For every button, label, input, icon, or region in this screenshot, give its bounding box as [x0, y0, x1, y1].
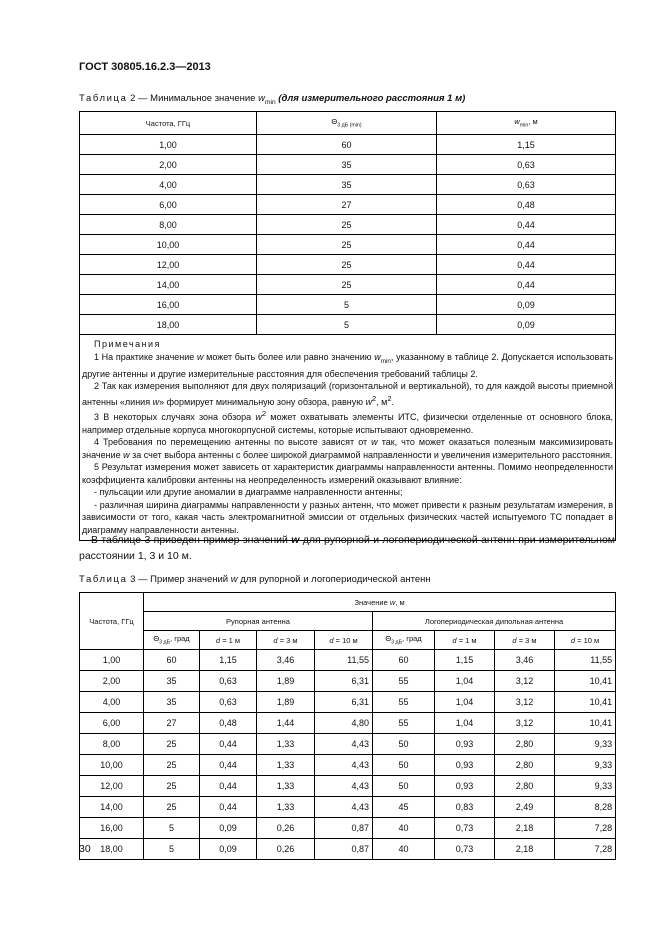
table-cell: 6,00: [80, 713, 144, 734]
table-cell: 1,00: [80, 135, 257, 155]
table-cell: 9,33: [555, 755, 616, 776]
horn-d10-header: d = 10 м: [315, 631, 373, 650]
table-cell: 9,33: [555, 776, 616, 797]
document-header: ГОСТ 30805.16.2.3—2013: [79, 61, 211, 73]
table-cell: 1,15: [437, 135, 616, 155]
table-cell: 50: [373, 755, 435, 776]
table-cell: 0,63: [437, 155, 616, 175]
table-row: [80, 175, 616, 195]
table3-caption: Таблица 3 — Пример значений w для рупорной и логопериодической антенн: [79, 574, 431, 585]
table-cell: 4,80: [315, 713, 373, 734]
table-row: [80, 315, 616, 335]
table-row: [80, 755, 616, 776]
table-cell: 7,28: [555, 818, 616, 839]
table-cell: 0,93: [435, 776, 495, 797]
table-cell: 50: [373, 734, 435, 755]
table3-header-row-2: [80, 612, 616, 631]
table-cell: 0,09: [200, 839, 257, 860]
table3-value-header: Значение w, м: [144, 593, 616, 612]
table-row: [80, 255, 616, 275]
table-cell: 10,00: [80, 755, 144, 776]
table-row: [80, 135, 616, 155]
table-cell: 1,15: [200, 650, 257, 671]
table-row: [80, 776, 616, 797]
table-cell: 0,09: [200, 818, 257, 839]
table-cell: 7,28: [555, 839, 616, 860]
note-3: 3 В некоторых случаях зона обзора $w^2$ может охватывать элементы ИТС, физически отделенные от основного блока, например отдельные корпуса многокорпусной системы, которые испытывают одновременно.: [82, 409, 613, 435]
table2-col-theta: $\Theta_{3 дБ (min)}$: [257, 112, 437, 135]
table-cell: 11,55: [555, 650, 616, 671]
table-cell: 12,00: [80, 776, 144, 797]
table-row: [80, 839, 616, 860]
table-cell: 0,26: [257, 818, 315, 839]
table-cell: 8,00: [80, 734, 144, 755]
table-cell: 1,00: [80, 650, 144, 671]
table-cell: 40: [373, 839, 435, 860]
table-cell: 4,43: [315, 755, 373, 776]
table2-header-row: [80, 112, 616, 135]
table-cell: 1,89: [257, 671, 315, 692]
table-cell: 0,93: [435, 734, 495, 755]
horn-theta-header: $\Theta_{3 дБ}$, град: [144, 631, 200, 650]
table2-caption: Таблица 2 — Минимальное значение $w_{min}$ (для измерительного расстояния 1 м): [79, 93, 466, 106]
table-cell: 2,80: [495, 734, 555, 755]
table-cell: 1,89: [257, 692, 315, 713]
intro-paragraph: В таблице 3 приведен пример значений w для рупорной и логопериодической антенн при измерительном расстоянии 1, 3 и 10 м.: [79, 534, 615, 562]
table-cell: 4,43: [315, 776, 373, 797]
table-row: [80, 195, 616, 215]
table-cell: 25: [257, 215, 437, 235]
table-row: [80, 797, 616, 818]
table-cell: 0,83: [435, 797, 495, 818]
table-cell: 0,48: [200, 713, 257, 734]
table-cell: 6,00: [80, 195, 257, 215]
table-cell: 50: [373, 776, 435, 797]
table-cell: 3,12: [495, 671, 555, 692]
table-cell: 0,44: [200, 734, 257, 755]
table-cell: 8,00: [80, 215, 257, 235]
page-number: 30: [79, 843, 91, 855]
table-cell: 2,18: [495, 839, 555, 860]
table-cell: 0,87: [315, 839, 373, 860]
table-cell: 2,49: [495, 797, 555, 818]
table-cell: 4,43: [315, 797, 373, 818]
table-cell: 2,80: [495, 776, 555, 797]
table-row: [80, 295, 616, 315]
table-cell: 55: [373, 713, 435, 734]
horn-d1-header: d = 1 м: [200, 631, 257, 650]
table-cell: 2,18: [495, 818, 555, 839]
table-cell: 27: [144, 713, 200, 734]
table-cell: 0,44: [200, 755, 257, 776]
table-cell: 60: [144, 650, 200, 671]
table-cell: 35: [257, 175, 437, 195]
table-row: [80, 671, 616, 692]
lpda-d3-header: d = 3 м: [495, 631, 555, 650]
table-cell: 25: [257, 275, 437, 295]
table-cell: 27: [257, 195, 437, 215]
table-cell: 2,00: [80, 671, 144, 692]
table-cell: 2,80: [495, 755, 555, 776]
table-cell: 25: [257, 235, 437, 255]
table-cell: 4,00: [80, 692, 144, 713]
table-cell: 4,43: [315, 734, 373, 755]
table-cell: 25: [257, 255, 437, 275]
table-cell: 1,04: [435, 713, 495, 734]
table-cell: 16,00: [80, 295, 257, 315]
notes-title: Примечания: [94, 339, 161, 349]
table-cell: 5: [257, 315, 437, 335]
note-1: 1 На практике значение w может быть более или равно значению $w_{min}$, указанному в таблице 2. Допускается использовать другие антенны и другие измерительные расстояния для обеспечения требований таблицы 2.: [82, 351, 613, 379]
table-cell: 0,09: [437, 295, 616, 315]
table-cell: 14,00: [80, 797, 144, 818]
table-cell: 55: [373, 692, 435, 713]
table-cell: 0,63: [200, 671, 257, 692]
table-cell: 10,41: [555, 713, 616, 734]
table-cell: 5: [144, 818, 200, 839]
table-cell: 25: [144, 755, 200, 776]
table-cell: 12,00: [80, 255, 257, 275]
table-row: [80, 650, 616, 671]
table-cell: 0,44: [437, 235, 616, 255]
table-cell: 10,41: [555, 692, 616, 713]
table-cell: 1,33: [257, 797, 315, 818]
table-cell: 0,63: [200, 692, 257, 713]
table-cell: 0,44: [437, 275, 616, 295]
table3-header-row-1: [80, 593, 616, 612]
table-cell: 0,44: [200, 776, 257, 797]
table-cell: 3,12: [495, 692, 555, 713]
table-cell: 14,00: [80, 275, 257, 295]
table-row: [80, 713, 616, 734]
table3-header-row-3: [80, 631, 616, 650]
table-cell: 4,00: [80, 175, 257, 195]
table-cell: 3,12: [495, 713, 555, 734]
table-cell: 1,44: [257, 713, 315, 734]
table-cell: 1,04: [435, 692, 495, 713]
table-cell: 1,33: [257, 734, 315, 755]
table-cell: 10,41: [555, 671, 616, 692]
note-2: 2 Так как измерения выполняют для двух поляризаций (горизонтальной и вертикальной), то для каждой высоты приемной антенны «линия w» формирует минимальную зону обзора, равную $w^2$, $м^2$.: [82, 381, 613, 407]
table-cell: 0,73: [435, 818, 495, 839]
table-row: [80, 275, 616, 295]
table-cell: 3,46: [257, 650, 315, 671]
table-cell: 11,55: [315, 650, 373, 671]
table-cell: 3,46: [495, 650, 555, 671]
table-cell: 9,33: [555, 734, 616, 755]
table3-horn-header: Рупорная антенна: [144, 612, 373, 631]
table-row: [80, 818, 616, 839]
table-cell: 25: [144, 776, 200, 797]
table-cell: 10,00: [80, 235, 257, 255]
note-5: 5 Результат измерения может зависеть от характеристик диаграммы направленности антенны. Помимо неопределенности коэффициента калибровки антенны на неопределенность измерений оказывают влияние:: [82, 462, 613, 485]
table-cell: 0,87: [315, 818, 373, 839]
lpda-d10-header: d = 10 м: [555, 631, 616, 650]
table2-col-wmin: $w_{min}$, м: [437, 112, 616, 135]
table-2: [79, 111, 616, 541]
table-cell: 16,00: [80, 818, 144, 839]
table-cell: 35: [257, 155, 437, 175]
table-cell: 6,31: [315, 671, 373, 692]
table-cell: 0,26: [257, 839, 315, 860]
table-cell: 1,33: [257, 755, 315, 776]
table-cell: 0,09: [437, 315, 616, 335]
table-cell: 40: [373, 818, 435, 839]
horn-d3-header: d = 3 м: [257, 631, 315, 650]
table2-notes: [80, 335, 616, 541]
table-cell: 8,28: [555, 797, 616, 818]
table-row: [80, 215, 616, 235]
table-row: [80, 235, 616, 255]
table-cell: 18,00: [80, 315, 257, 335]
table-cell: 60: [257, 135, 437, 155]
table-cell: 0,44: [437, 215, 616, 235]
table3-col-frequency: Частота, ГГц: [80, 593, 144, 650]
table-cell: 5: [144, 839, 200, 860]
table-cell: 1,33: [257, 776, 315, 797]
note-4: 4 Требования по перемещению антенны по высоте зависят от w так, что может оказаться полезным максимизировать значение w за счет выбора антенны с более широкой диаграммой направленности и увеличения измерительного расстояния.: [82, 437, 613, 460]
table-cell: 1,04: [435, 671, 495, 692]
table-cell: 0,44: [437, 255, 616, 275]
table-cell: 0,48: [437, 195, 616, 215]
table-cell: 1,15: [435, 650, 495, 671]
note-5-item-2: - различная ширина диаграммы направленности у разных антенн, что может привести к разным результатам измерения, в зависимости от того, какая часть электромагнитной эмиссии от отдельных физических частей испытуемого ТС попадает в диаграмму направленности антенны.: [82, 499, 613, 535]
table-cell: 18,00: [80, 839, 144, 860]
table-cell: 0,63: [437, 175, 616, 195]
table-cell: 60: [373, 650, 435, 671]
table-cell: 55: [373, 671, 435, 692]
table2-notes-row: [80, 335, 616, 541]
lpda-theta-header: $\Theta_{3 дБ}$, град: [373, 631, 435, 650]
table-cell: 2,00: [80, 155, 257, 175]
table-row: [80, 155, 616, 175]
table-3: [79, 592, 616, 860]
table-cell: 35: [144, 671, 200, 692]
table-cell: 5: [257, 295, 437, 315]
table2-col-frequency: Частота, ГГц: [80, 112, 257, 135]
table-cell: 25: [144, 797, 200, 818]
table-cell: 6,31: [315, 692, 373, 713]
table-cell: 45: [373, 797, 435, 818]
table-cell: 35: [144, 692, 200, 713]
table-row: [80, 692, 616, 713]
lpda-d1-header: d = 1 м: [435, 631, 495, 650]
table-row: [80, 734, 616, 755]
note-5-item-1: - пульсации или другие аномалии в диаграмме направленности антенны;: [94, 487, 403, 498]
table-cell: 0,44: [200, 797, 257, 818]
table3-lpda-header: Логопериодическая дипольная антенна: [373, 612, 616, 631]
table-cell: 0,73: [435, 839, 495, 860]
table-cell: 0,93: [435, 755, 495, 776]
table-cell: 25: [144, 734, 200, 755]
